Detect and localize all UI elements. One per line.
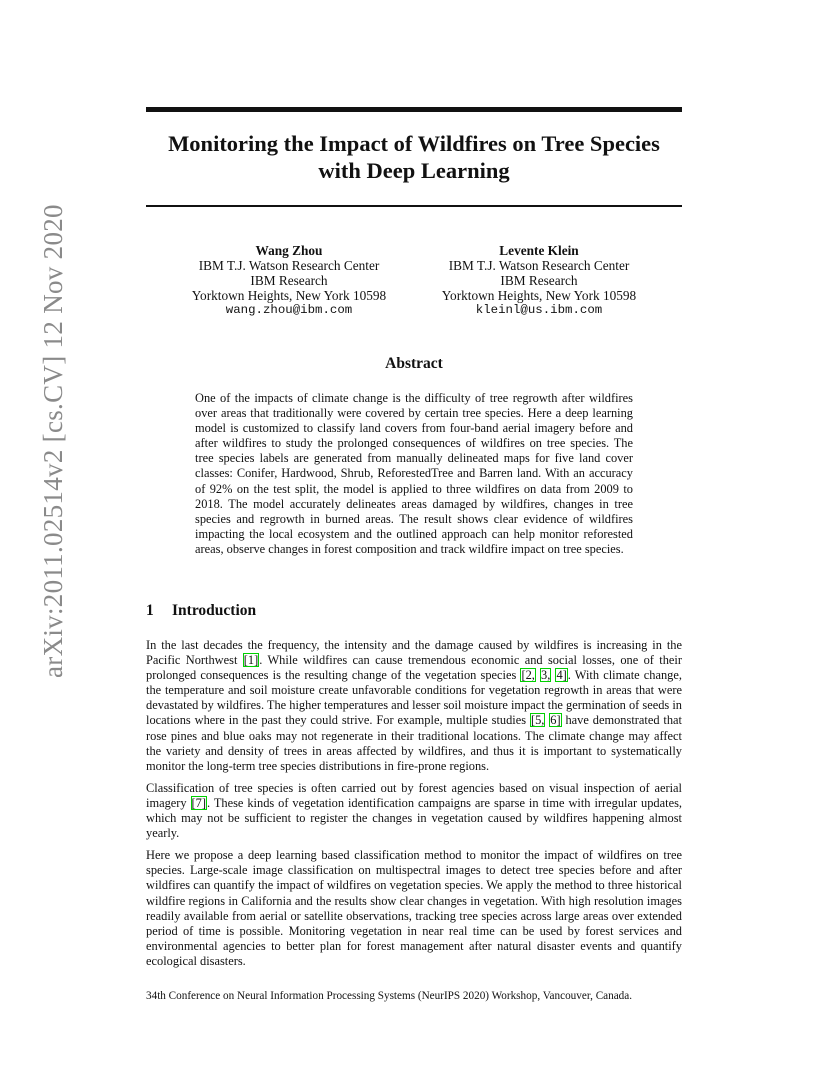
author-address: Yorktown Heights, New York 10598 <box>441 288 637 303</box>
abstract-text: One of the impacts of climate change is the difficulty of tree regrowth after wildfires over areas that traditionally were covered by certain tree species. Here a deep learning model is customized to classify land covers from four-band aerial imagery before and after wildfires to study the prolonged consequences of wildfires on tree species. The tree species labels are generated from manually delineated maps for five land cover classes: Conifer, Hardwood, Shrub, ReforestedTree and Barren land. With an accuracy of 92% on the test split, the model is applied to three wildfires on data from 2009 to 2018. The model accurately delineates areas damaged by wildfires, changes in tree species and regrowth in burned areas. The result shows clear evidence of wildfires impacting the local ecosystem and the outlined approach can help monitor reforested areas, observe changes in forest composition and track wildfire impact on tree species. <box>195 391 633 556</box>
author-block-2 <box>409 243 669 318</box>
citation-link[interactable]: [7] <box>191 795 206 810</box>
citation-link[interactable]: 3, <box>541 668 551 683</box>
conference-footnote: 34th Conference on Neural Information Processing Systems (NeurIPS 2020) Workshop, Vancouver, Canada. <box>146 990 633 1002</box>
citation-link[interactable]: [5, <box>530 713 545 728</box>
citation-link[interactable]: [2, <box>521 668 535 683</box>
body-text <box>146 638 682 976</box>
text-run: Classification of tree species is often carried out by forest agencies based on visual inspection of aerial imagery <box>146 780 682 810</box>
text-run: . These kinds of vegetation identification campaigns are sparse in time with irregular updates, which may not be sufficient to register the changes in vegetation caused by wildfires happening almost yearly. <box>146 795 682 841</box>
author-block-1 <box>159 243 419 318</box>
paragraph: Here we propose a deep learning based classification method to monitor the impact of wildfires on tree species. Large-scale image classification on multispectral images to detect tree species before and after wildfires can quantify the impact of wildfires on vegetation species. We apply the method to three historical wildfire regions in California and the results show clear changes in vegetation. With high resolution images readily available from aerial or satellite observations, tracking tree species across large areas over extended period of time is possible. Monitoring vegetation in near real time can be used by forest services and environmental agencies to better plan for forest management after natural disaster events and quantify ecological disasters. <box>146 848 682 968</box>
citation-link[interactable]: 4] <box>556 668 567 683</box>
arxiv-stamp <box>0 0 90 1072</box>
abstract-heading: Abstract <box>385 355 443 372</box>
title-rule-top <box>146 107 682 112</box>
citation-link[interactable]: [1] <box>243 653 259 668</box>
paper-title <box>146 130 682 184</box>
author-email[interactable]: wang.zhou@ibm.com <box>225 303 353 317</box>
text-run: . With climate change, the temperature and soil moisture create unfavorable conditions for vegetation regrowth in areas that were devastated by wildfires. The higher temperatures and lesser soil moisture impact the germination of seeds in locations where in the past they could strive. For example, multiple studies <box>146 668 682 728</box>
author-affiliation: IBM T.J. Watson Research Center <box>448 258 630 273</box>
title-line-2: with Deep Learning <box>318 158 510 183</box>
author-affiliation: IBM Research <box>250 273 328 288</box>
title-line-1: Monitoring the Impact of Wildfires on Tree Species <box>168 131 660 156</box>
citation-link[interactable]: 6] <box>550 713 561 728</box>
arxiv-stamp-text: arXiv:2011.02514v2 [cs.CV] 12 Nov 2020 <box>38 204 68 678</box>
author-name: Wang Zhou <box>255 243 323 258</box>
author-address: Yorktown Heights, New York 10598 <box>191 288 387 303</box>
text-run: . While wildfires can cause tremendous economic and social losses, one of their prolonged consequences is the resulting change of the vegetation species <box>146 653 683 683</box>
section-number: 1 <box>146 602 154 619</box>
author-email[interactable]: kleinl@us.ibm.com <box>475 303 603 317</box>
title-rule-bottom <box>146 205 682 207</box>
author-affiliation: IBM T.J. Watson Research Center <box>198 258 380 273</box>
author-name: Levente Klein <box>499 243 579 258</box>
section-heading <box>146 602 256 620</box>
paragraph <box>146 638 682 774</box>
author-affiliation: IBM Research <box>500 273 578 288</box>
paragraph <box>146 781 682 841</box>
text-run: In the last decades the frequency, the intensity and the damage caused by wildfires is increasing in the Pacific Northwest <box>146 638 682 668</box>
text-run: have demonstrated that rose pines and blue oaks may not regenerate in their traditional locations. The climate change may affect the variety and density of trees in areas affected by wildfires, and thus it is important to systematically monitor the long-term tree species distributions in fire-prone regions. <box>146 713 682 773</box>
section-title: Introduction <box>172 602 257 619</box>
